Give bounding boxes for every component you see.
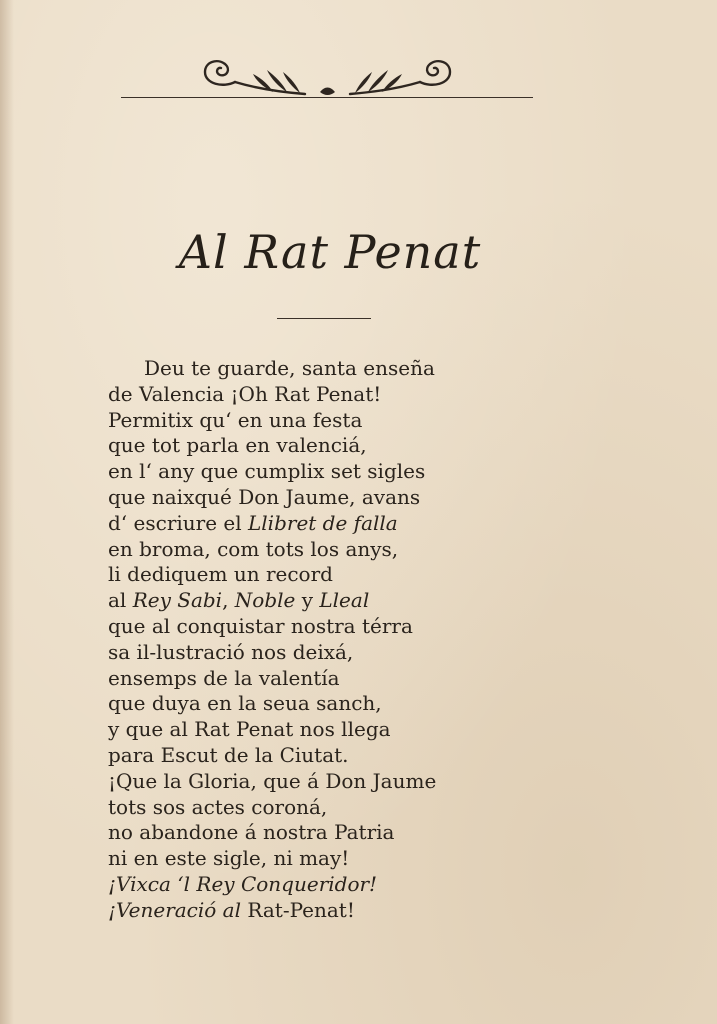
page-title: Al Rat Penat [178,225,482,279]
poem-text: d‘ escriure el [108,510,248,535]
poem-text: para Escut de la Ciutat. [108,742,349,767]
bleed-through-shadow [150,128,540,168]
poem-line [108,511,528,537]
poem-text: que duya en la seua sanch, [108,691,382,716]
poem-line [108,382,528,408]
poem-italic-text: Lleal [319,588,370,613]
poem-line [108,846,528,872]
poem-text: que al conquistar nostra térra [108,613,413,638]
poem-line [108,614,528,640]
page-edge-shadow [0,0,14,1024]
poem-text: que tot parla en valenciá, [108,433,367,458]
poem-text: Deu te guarde, santa enseña [144,356,435,380]
poem-line [108,898,528,924]
poem-text: Rat-Penat! [247,897,355,922]
header-rule [121,97,533,98]
poem-body [108,356,528,924]
poem-text: en l‘ any que cumplix set sigles [108,459,426,484]
poem-italic-text: Llibret de falla [248,510,398,535]
poem-text: ensemps de la valentía [108,665,340,690]
title-rule [277,318,371,319]
poem-text: y que al Rat Penat nos llega [108,717,391,742]
poem-text: ¡Que la Gloria, que á Don Jaume [108,768,437,793]
poem-line [108,691,528,717]
poem-text: Permitix qu‘ en una festa [108,407,363,432]
poem-italic-text: Noble [234,588,296,613]
scroll-flourish-icon [195,52,460,102]
poem-text: y [295,588,320,613]
poem-line [108,666,528,692]
poem-line [108,459,528,485]
poem-line [108,872,528,898]
poem-text: li dediquem un record [108,562,333,587]
poem-line [108,820,528,846]
poem-line [108,537,528,563]
poem-line [108,356,528,382]
poem-text: de Valencia ¡Oh Rat Penat! [108,381,382,406]
poem-text: sa il-lustració nos deixá, [108,639,354,664]
poem-text: tots sos actes coroná, [108,794,328,819]
poem-text: , [222,588,235,613]
poem-line [108,562,528,588]
poem-text: no abandone á nostra Patria [108,820,395,845]
poem-line [108,769,528,795]
poem-italic-text: Rey Sabi [132,588,223,613]
poem-line [108,743,528,769]
poem-italic-text: ¡Veneració al [108,897,248,922]
poem-text: al [108,588,133,613]
poem-line [108,795,528,821]
poem-text: que naixqué Don Jaume, avans [108,484,421,509]
poem-italic-text: ¡Vixca ‘l Rey Conqueridor! [108,871,378,896]
poem-text: en broma, com tots los anys, [108,536,399,561]
poem-line [108,408,528,434]
poem-line [108,433,528,459]
poem-line [108,717,528,743]
poem-line [108,588,528,614]
poem-line [108,640,528,666]
poem-line [108,485,528,511]
poem-text: ni en este sigle, ni may! [108,846,350,871]
